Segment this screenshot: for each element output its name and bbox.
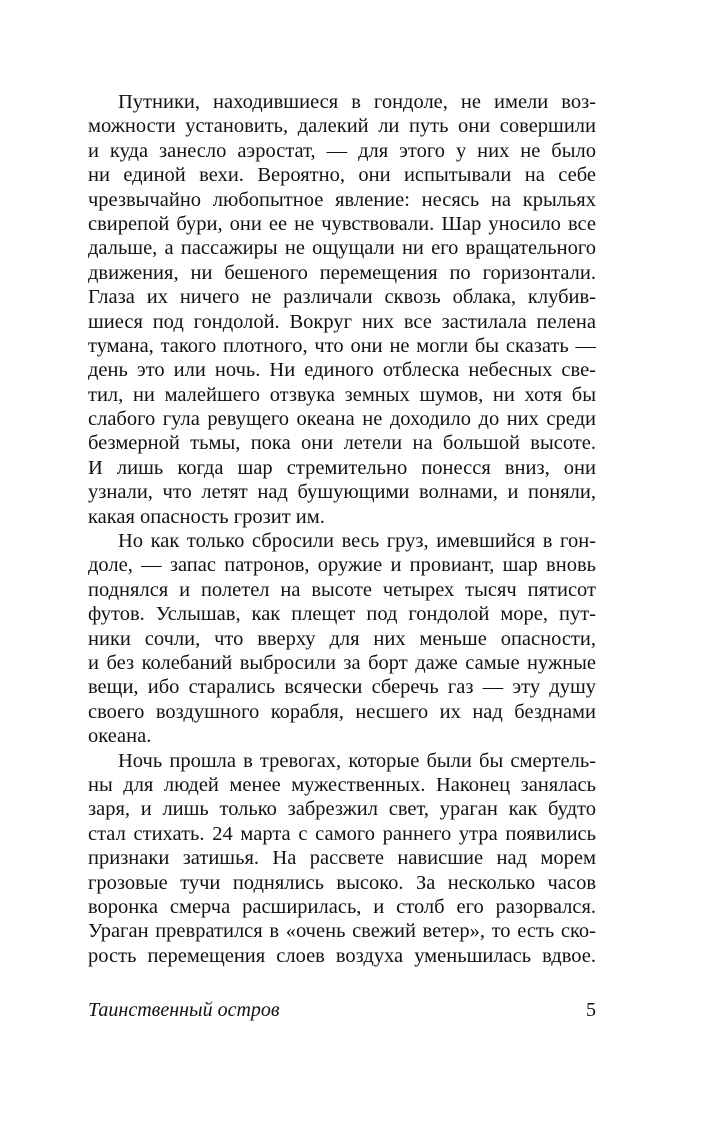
text-line: шиеся под гондолой. Вокруг них все застилала пелена — [88, 310, 596, 333]
text-line: заря, и лишь только забрезжил свет, ураган как будто — [88, 798, 596, 821]
text-line: безмерной тьмы, пока они летели на большой высоте. — [88, 432, 596, 455]
text-line: поднялся и полетел на высоте четырех тысяч пятисот — [88, 578, 596, 601]
paragraph — [88, 529, 596, 749]
text-line: Путники, находившиеся в гондоле, не имели воз- — [118, 91, 596, 113]
text-line: и без колебаний выбросили за борт даже самые нужные — [88, 651, 596, 674]
text-line: грозовые тучи поднялись высоко. За несколько часов — [88, 871, 596, 894]
text-line: чрезвычайно любопытное явление: несясь на крыльях — [88, 188, 596, 211]
text-line: ники сочли, что вверху для них меньше опасности, — [88, 627, 596, 650]
text-line: футов. Услышав, как плещет под гондолой море, пут- — [88, 603, 596, 626]
text-line: свирепой бури, они ее не чувствовали. Шар уносило все — [88, 212, 596, 235]
text-line: И лишь когда шар стремительно понесся вниз, они — [88, 456, 596, 479]
text-line: Но как только сбросили весь груз, имевшийся в гон- — [118, 530, 596, 553]
text-line: вещи, ибо старались всячески сберечь газ — эту душу — [88, 676, 596, 699]
text-line: слабого гула ревущего океана не доходило до них среди — [88, 408, 596, 431]
text-line: рость перемещения слоев воздуха уменьшилась вдвое. — [88, 944, 596, 967]
text-line: Ночь прошла в тревогах, которые были бы смертель- — [118, 749, 596, 772]
text-line: Ураган превратился в «очень свежий ветер», то есть ско- — [88, 920, 596, 943]
page-body — [88, 90, 596, 968]
text-line: Глаза их ничего не различали сквозь облака, клубив- — [88, 286, 596, 309]
paragraph — [88, 90, 596, 529]
text-line: день это или ночь. Ни единого отблеска небесных све- — [88, 359, 596, 382]
text-line: какая опасность грозит им. — [88, 505, 325, 528]
text-line: доле, — запас патронов, оружие и провиант, шар вновь — [88, 554, 596, 577]
text-line: движения, ни бешеного перемещения по горизонтали. — [88, 261, 596, 284]
text-line: признаки затишья. На рассвете нависшие над морем — [88, 847, 596, 870]
text-line: и куда занесло аэростат, — для этого у них не было — [88, 139, 596, 162]
running-title: Таинственный остров — [88, 999, 280, 1021]
text-line: океана. — [88, 725, 152, 748]
page-number: 5 — [586, 999, 596, 1021]
text-line: воронка смерча расширилась, и столб его разорвался. — [88, 895, 596, 918]
text-line: ны для людей менее мужественных. Наконец занялась — [88, 773, 596, 796]
text-line: узнали, что летят над бушующими волнами, и поняли, — [88, 481, 596, 504]
page-footer — [88, 996, 596, 1024]
text-line: ни единой вехи. Вероятно, они испытывали на себе — [88, 164, 596, 187]
text-line: тумана, такого плотного, что они не могли бы сказать — — [88, 334, 596, 357]
paragraph — [88, 749, 596, 969]
text-line: можности установить, далекий ли путь они совершили — [88, 115, 596, 138]
text-line: своего воздушного корабля, несшего их над безднами — [88, 700, 596, 723]
text-line: тил, ни малейшего отзвука земных шумов, ни хотя бы — [88, 383, 596, 406]
text-line: дальше, а пассажиры не ощущали ни его вращательного — [88, 237, 596, 260]
text-line: стал стихать. 24 марта с самого раннего утра появились — [88, 822, 596, 845]
